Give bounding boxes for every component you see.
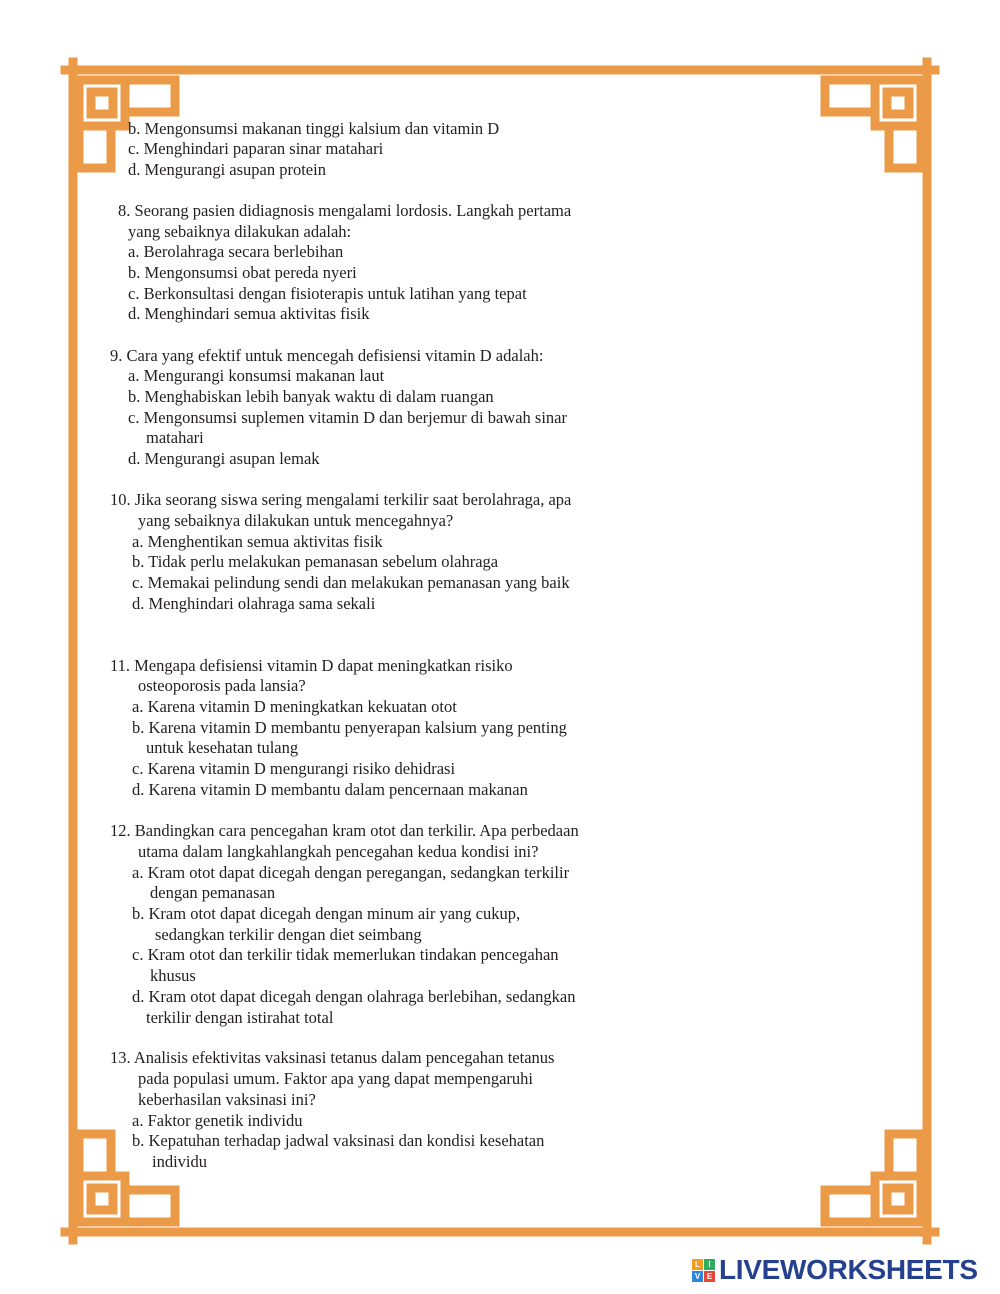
option-12a-continued: dengan pemanasan [150,883,276,902]
option-12c: c. Kram otot dan terkilir tidak memerlukan tindakan pencegahan [132,945,559,964]
question-11-stem: 11. Mengapa defisiensi vitamin D dapat meningkatkan risiko [110,656,513,675]
corner-down-rect [889,1134,921,1176]
liveworksheets-logo-icon [692,1259,716,1282]
question-13-stem-continued: pada populasi umum. Faktor apa yang dapat mempengaruhi [138,1069,533,1088]
option-9c: c. Mengonsumsi suplemen vitamin D dan berjemur di bawah sinar [128,408,567,427]
corner-down-rect [79,126,111,168]
option-10a: a. Menghentikan semua aktivitas fisik [132,532,383,551]
logo-square-e: E [704,1271,715,1282]
option-11a: a. Karena vitamin D meningkatkan kekuatan otot [132,697,457,716]
corner-ornament-bottom-right [825,1134,921,1222]
option-12a: a. Kram otot dapat dicegah dengan peregangan, sedangkan terkilir [132,863,570,882]
option-12d-continued: terkilir dengan istirahat total [146,1008,334,1027]
option-7d: d. Mengurangi asupan protein [128,160,326,179]
liveworksheets-logo-text: LIVEWORKSHEETS [719,1254,978,1285]
question-12-stem: 12. Bandingkan cara pencegahan kram otot dan terkilir. Apa perbedaan [110,821,579,840]
option-13b-continued: individu [152,1152,208,1171]
question-10-stem-continued: yang sebaiknya dilakukan untuk mencegahnya? [138,511,454,530]
corner-square [875,1176,921,1222]
question-13-stem: 13. Analisis efektivitas vaksinasi tetanus dalam pencegahan tetanus [110,1048,555,1067]
option-10c: c. Memakai pelindung sendi dan melakukan pemanasan yang baik [132,573,570,592]
option-7c: c. Menghindari paparan sinar matahari [128,139,384,158]
corner-inner-square [91,92,113,114]
option-12d: d. Kram otot dapat dicegah dengan olahraga berlebihan, sedangkan [132,987,576,1006]
option-13b: b. Kepatuhan terhadap jadwal vaksinasi dan kondisi kesehatan [132,1131,545,1150]
option-11b-continued: untuk kesehatan tulang [146,738,299,757]
corner-square [79,1176,125,1222]
question-11-stem-continued: osteoporosis pada lansia? [138,676,306,695]
option-8c: c. Berkonsultasi dengan fisioterapis untuk latihan yang tepat [128,284,527,303]
liveworksheets-logo[interactable] [692,1256,978,1284]
question-12-stem-continued: utama dalam langkahlangkah pencegahan kedua kondisi ini? [138,842,539,861]
option-9c-continued: matahari [146,428,204,447]
corner-side-rect [825,80,875,112]
corner-side-rect [125,1190,175,1222]
option-8a: a. Berolahraga secara berlebihan [128,242,344,261]
question-9-stem: 9. Cara yang efektif untuk mencegah defisiensi vitamin D adalah: [110,346,544,365]
option-10d: d. Menghindari olahraga sama sekali [132,594,376,613]
corner-inner-square [91,1188,113,1210]
corner-side-rect [825,1190,875,1222]
option-11c: c. Karena vitamin D mengurangi risiko dehidrasi [132,759,456,778]
question-8-stem-continued: yang sebaiknya dilakukan adalah: [128,222,352,241]
question-13-stem-continued-2: keberhasilan vaksinasi ini? [138,1090,316,1109]
corner-ornament-top-right [825,80,921,168]
option-8d: d. Menghindari semua aktivitas fisik [128,304,370,323]
corner-square [79,80,125,126]
option-13a: a. Faktor genetik individu [132,1111,303,1130]
option-9b: b. Menghabiskan lebih banyak waktu di dalam ruangan [128,387,494,406]
corner-inner-square [887,92,909,114]
option-11b: b. Karena vitamin D membantu penyerapan kalsium yang penting [132,718,567,737]
question-8-stem: 8. Seorang pasien didiagnosis mengalami lordosis. Langkah pertama [118,201,572,220]
corner-down-rect [889,126,921,168]
corner-square [875,80,921,126]
logo-square-i: I [704,1259,715,1270]
option-11d: d. Karena vitamin D membantu dalam pencernaan makanan [132,780,528,799]
corner-side-rect [125,80,175,112]
corner-down-rect [79,1134,111,1176]
option-12b-continued: sedangkan terkilir dengan diet seimbang [155,925,422,944]
option-12c-continued: khusus [150,966,196,985]
option-8b: b. Mengonsumsi obat pereda nyeri [128,263,357,282]
logo-square-v: V [692,1271,703,1282]
option-7b: b. Mengonsumsi makanan tinggi kalsium dan vitamin D [128,119,500,138]
question-10-stem: 10. Jika seorang siswa sering mengalami terkilir saat berolahraga, apa [110,490,572,509]
corner-inner-square [887,1188,909,1210]
option-12b: b. Kram otot dapat dicegah dengan minum air yang cukup, [132,904,521,923]
logo-square-l: L [692,1259,703,1270]
option-10b: b. Tidak perlu melakukan pemanasan sebelum olahraga [132,552,499,571]
option-9d: d. Mengurangi asupan lemak [128,449,320,468]
option-9a: a. Mengurangi konsumsi makanan laut [128,366,385,385]
